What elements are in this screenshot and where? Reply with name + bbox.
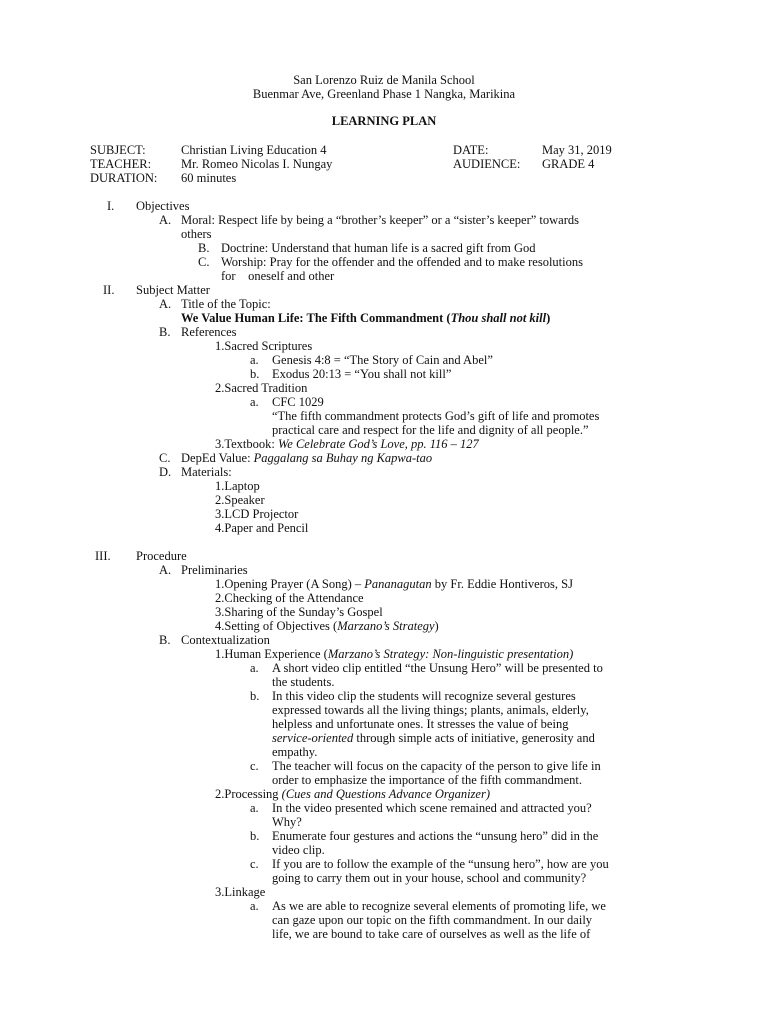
- linkage: 3.Linkage: [215, 885, 266, 899]
- deped-value-text: Paggalang sa Buhay ng Kapwa-tao: [253, 451, 433, 465]
- text-line: life, we are bound to take care of ourselves as well as the life of: [272, 927, 591, 941]
- section-title-objectives: Objectives: [136, 199, 190, 213]
- reference-cfc: CFC 1029: [272, 395, 324, 409]
- audience-label: AUDIENCE:: [453, 157, 521, 171]
- reference-textbook: [215, 437, 479, 451]
- duration-label: DURATION:: [90, 171, 158, 185]
- list-marker: B.: [159, 325, 171, 339]
- text-line: expressed towards all the living things; plants, animals, elderly,: [272, 703, 589, 717]
- text-line-rest: through simple acts of initiative, generosity and: [353, 731, 595, 745]
- objective-worship-cont: for oneself and other: [221, 269, 335, 283]
- objective-moral: Moral: Respect life by being a “brother’s keeper” or a “sister’s keeper” towards: [181, 213, 579, 227]
- objectives-close: ): [434, 619, 439, 633]
- topic-title-close: ): [546, 311, 551, 325]
- material-item: 4.Paper and Pencil: [215, 521, 309, 535]
- text-line: going to carry them out in your house, school and community?: [272, 871, 587, 885]
- list-marker: c.: [250, 759, 259, 773]
- list-marker: b.: [250, 689, 260, 703]
- objectives-strategy: Marzano’s Strategy: [337, 619, 435, 633]
- list-marker: a.: [250, 801, 259, 815]
- list-marker: a.: [250, 395, 259, 409]
- list-marker: C.: [198, 255, 210, 269]
- material-item: 1.Laptop: [215, 479, 260, 493]
- contextualization-label: Contextualization: [181, 633, 270, 647]
- text-line: Enumerate four gestures and actions the “unsung hero” did in the: [272, 829, 599, 843]
- text-line: the students.: [272, 675, 335, 689]
- section-title-procedure: Procedure: [136, 549, 187, 563]
- reference-sacred-tradition: 2.Sacred Tradition: [215, 381, 308, 395]
- material-item: 2.Speaker: [215, 493, 265, 507]
- list-marker: B.: [198, 241, 210, 255]
- reference-genesis: Genesis 4:8 = “The Story of Cain and Abel”: [272, 353, 493, 367]
- list-marker: A.: [159, 297, 172, 311]
- section-num: II.: [103, 283, 115, 297]
- text-line: The teacher will focus on the capacity of the person to give life in: [272, 759, 601, 773]
- reference-exodus: Exodus 20:13 = “You shall not kill”: [272, 367, 452, 381]
- text-line: If you are to follow the example of the “unsung hero”, how are you: [272, 857, 609, 871]
- human-experience-strategy: Marzano’s Strategy: Non-linguistic presentation): [327, 647, 574, 661]
- human-experience-prefix: 1.Human Experience (: [215, 647, 328, 661]
- topic-title-italic: Thou shall not kill: [450, 311, 547, 325]
- teacher-label: TEACHER:: [90, 157, 152, 171]
- list-marker: A.: [159, 563, 172, 577]
- section-num: III.: [95, 549, 111, 563]
- text-line: video clip.: [272, 843, 325, 857]
- page-title: LEARNING PLAN: [331, 114, 437, 128]
- list-marker: D.: [159, 465, 172, 479]
- service-oriented-text: service-oriented: [272, 731, 354, 745]
- text-line: In this video clip the students will recognize several gestures: [272, 689, 576, 703]
- topic-title-label: Title of the Topic:: [181, 297, 271, 311]
- section-num: I.: [107, 199, 115, 213]
- text-line: empathy.: [272, 745, 318, 759]
- preliminary-gospel: 3.Sharing of the Sunday’s Gospel: [215, 605, 383, 619]
- textbook-title: We Celebrate God’s Love, pp. 116 – 127: [278, 437, 479, 451]
- preliminary-opening-prayer: [215, 577, 573, 591]
- list-marker: a.: [250, 353, 259, 367]
- objective-moral-cont: others: [181, 227, 212, 241]
- date-label: DATE:: [453, 143, 489, 157]
- text-line: [272, 731, 595, 745]
- subject-value: Christian Living Education 4: [181, 143, 327, 157]
- deped-value: [181, 451, 432, 465]
- list-marker: C.: [159, 451, 171, 465]
- objective-doctrine: Doctrine: Understand that human life is a sacred gift from God: [221, 241, 536, 255]
- list-marker: a.: [250, 661, 259, 675]
- materials-label: Materials:: [181, 465, 232, 479]
- text-line: Why?: [272, 815, 302, 829]
- text-line: order to emphasize the importance of the fifth commandment.: [272, 773, 582, 787]
- list-marker: A.: [159, 213, 172, 227]
- material-item: 3.LCD Projector: [215, 507, 299, 521]
- school-address: Buenmar Ave, Greenland Phase 1 Nangka, Marikina: [252, 87, 516, 101]
- textbook-prefix: 3.Textbook:: [215, 437, 279, 451]
- text-line: As we are able to recognize several elements of promoting life, we: [272, 899, 606, 913]
- cfc-quote-line2: practical care and respect for the life and dignity of all people.”: [272, 423, 589, 437]
- date-value: May 31, 2019: [542, 143, 612, 157]
- topic-title-main: We Value Human Life: The Fifth Commandment (: [181, 311, 451, 325]
- duration-value: 60 minutes: [181, 171, 237, 185]
- opening-prayer-song: Pananagutan: [364, 577, 432, 591]
- cfc-quote-line1: “The fifth commandment protects God’s gift of life and promotes: [272, 409, 600, 423]
- processing-prefix: 2.Processing: [215, 787, 282, 801]
- list-marker: b.: [250, 829, 260, 843]
- references-label: References: [181, 325, 237, 339]
- preliminary-objectives: [215, 619, 439, 633]
- topic-title: [181, 311, 550, 325]
- text-line: can gaze upon our topic on the fifth commandment. In our daily: [272, 913, 593, 927]
- subject-label: SUBJECT:: [90, 143, 146, 157]
- deped-value-label: DepEd Value:: [181, 451, 254, 465]
- objective-worship: Worship: Pray for the offender and the offended and to make resolutions: [221, 255, 583, 269]
- reference-sacred-scriptures: 1.Sacred Scriptures: [215, 339, 313, 353]
- opening-prayer-author: by Fr. Eddie Hontiveros, SJ: [431, 577, 573, 591]
- list-marker: a.: [250, 899, 259, 913]
- school-name: San Lorenzo Ruiz de Manila School: [293, 73, 475, 87]
- section-title-subject-matter: Subject Matter: [136, 283, 210, 297]
- audience-value: GRADE 4: [542, 157, 595, 171]
- processing-strategy: (Cues and Questions Advance Organizer): [281, 787, 490, 801]
- preliminary-attendance: 2.Checking of the Attendance: [215, 591, 364, 605]
- text-line: In the video presented which scene remained and attracted you?: [272, 801, 592, 815]
- list-marker: b.: [250, 367, 260, 381]
- objectives-prefix: 4.Setting of Objectives (: [215, 619, 338, 633]
- opening-prayer-prefix: 1.Opening Prayer (A Song) –: [215, 577, 365, 591]
- text-line: helpless and unfortunate ones. It stresses the value of being: [272, 717, 569, 731]
- preliminaries-label: Preliminaries: [181, 563, 248, 577]
- text-line: A short video clip entitled “the Unsung Hero” will be presented to: [272, 661, 603, 675]
- teacher-value: Mr. Romeo Nicolas I. Nungay: [181, 157, 333, 171]
- human-experience: [215, 647, 573, 661]
- list-marker: c.: [250, 857, 259, 871]
- processing: [215, 787, 490, 801]
- list-marker: B.: [159, 633, 171, 647]
